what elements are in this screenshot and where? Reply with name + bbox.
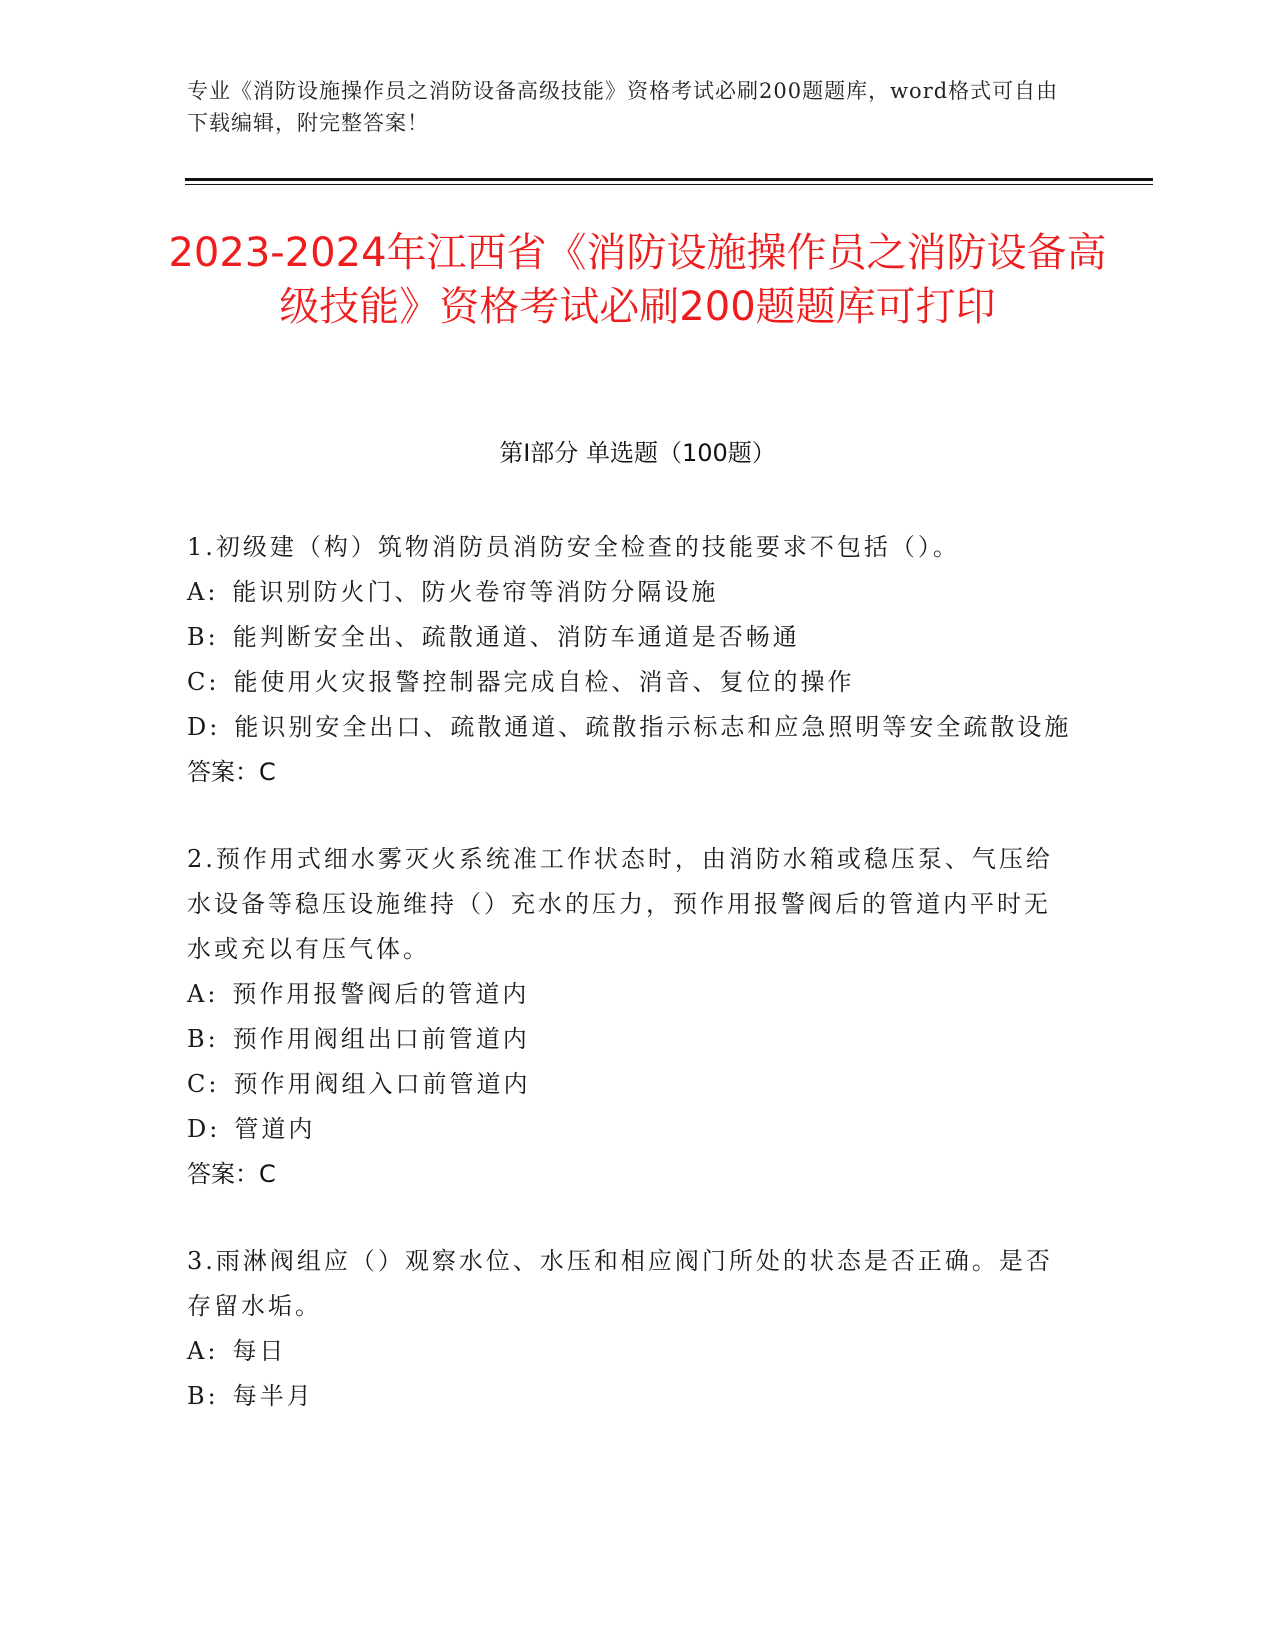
option-text: 管道内 <box>234 1115 316 1143</box>
option-label: D: <box>187 713 221 741</box>
question-item <box>187 837 1077 1197</box>
option-label: B: <box>187 1025 219 1053</box>
option-text: 每日 <box>232 1337 287 1365</box>
answer: 答案：C <box>187 758 276 786</box>
option-label: A: <box>187 980 219 1008</box>
option-label: A: <box>187 1337 219 1365</box>
option-label: A: <box>187 578 219 606</box>
document-title: 2023-2024年江西省《消防设施操作员之消防设备高级技能》资格考试必刷200题题库可打印 <box>168 230 1107 330</box>
option <box>187 1017 1077 1062</box>
option <box>187 1062 1077 1107</box>
option-text: 预作用阀组入口前管道内 <box>233 1070 531 1098</box>
question-list <box>187 525 1077 1461</box>
option-text: 每半月 <box>232 1382 314 1410</box>
option-text: 能判断安全出、疏散通道、消防车通道是否畅通 <box>232 623 800 651</box>
header-note: 专业《消防设施操作员之消防设备高级技能》资格考试必刷200题题库，word格式可自由下载编辑，附完整答案！ <box>187 79 1059 135</box>
option-text: 能识别防火门、防火卷帘等消防分隔设施 <box>232 578 719 606</box>
option-label: D: <box>187 1115 221 1143</box>
question-item <box>187 1239 1077 1419</box>
section-heading: 第Ⅰ部分 单选题（100题） <box>499 439 776 467</box>
answer: 答案：C <box>187 1160 276 1188</box>
question-stem: 3.雨淋阀组应（）观察水位、水压和相应阀门所处的状态是否正确。是否存留水垢。 <box>187 1247 1053 1320</box>
option-label: C: <box>187 668 220 696</box>
question-item <box>187 525 1077 795</box>
option <box>187 1107 1077 1152</box>
header-divider-thin <box>185 184 1153 185</box>
option <box>187 615 1077 660</box>
option-text: 预作用阀组出口前管道内 <box>232 1025 530 1053</box>
question-stem: 2.预作用式细水雾灭火系统准工作状态时，由消防水箱或稳压泵、气压给水设备等稳压设施维持（）充水的压力，预作用报警阀后的管道内平时无水或充以有压气体。 <box>187 845 1053 963</box>
option <box>187 1329 1077 1374</box>
question-stem: 1.初级建（构）筑物消防员消防安全检查的技能要求不包括（）。 <box>187 533 960 561</box>
option <box>187 972 1077 1017</box>
option <box>187 570 1077 615</box>
option-text: 能使用火灾报警控制器完成自检、消音、复位的操作 <box>233 668 855 696</box>
option-label: B: <box>187 1382 219 1410</box>
option <box>187 660 1077 705</box>
option-text: 能识别安全出口、疏散通道、疏散指示标志和应急照明等安全疏散设施 <box>234 713 1072 741</box>
option-text: 预作用报警阀后的管道内 <box>232 980 530 1008</box>
option <box>187 1374 1077 1419</box>
option-label: C: <box>187 1070 220 1098</box>
option <box>187 705 1077 750</box>
option-label: B: <box>187 623 219 651</box>
header-divider-thick <box>185 178 1153 181</box>
